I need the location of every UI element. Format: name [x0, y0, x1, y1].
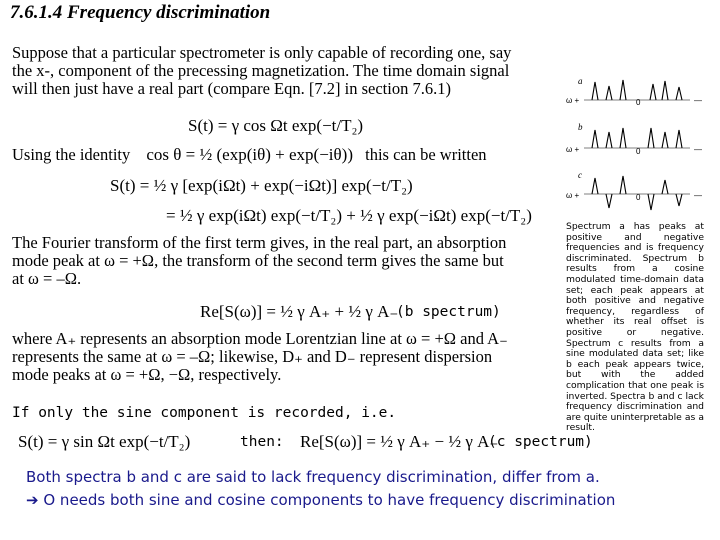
paragraph-line: mode peaks at ω = +Ω, −Ω, respectively.	[12, 365, 282, 384]
axis-left-c: ω +	[566, 191, 580, 200]
equation-sine: S(t) = γ sin Ωt exp(−t/T₂)	[18, 432, 191, 451]
paragraph-line: represents the same at ω = –Ω; likewise, D₊ and D₋ represent dispersion	[12, 347, 493, 366]
paragraph-line: the x-, component of the precessing magnetization. The time domain signal	[12, 61, 510, 80]
paragraph-line: The Fourier transform of the first term gives, in the real part, an absorption	[12, 233, 507, 252]
equation-expand-2: = ½ γ exp(iΩt) exp(−t/T₂) + ½ γ exp(−iΩt) exp(−t/T₂)	[166, 206, 532, 225]
paragraph-lineshapes	[12, 330, 557, 384]
paragraph-line: where A₊ represents an absorption mode Lorentzian line at ω = +Ω and A₋	[12, 329, 508, 348]
axis-right-a: —	[694, 96, 702, 105]
section-title: 7.6.1.4 Frequency discrimination	[10, 2, 271, 23]
spectrum-panel-c	[566, 170, 702, 210]
spectra-figure	[562, 70, 710, 220]
panel-label-c: c	[578, 170, 582, 180]
equation-signal: S(t) = γ cos Ωt exp(−t/T₂)	[188, 116, 364, 135]
paragraph-line: mode peak at ω = +Ω, the transform of the second term gives the same but	[12, 251, 504, 270]
arrow-icon: ➔	[26, 491, 39, 509]
paragraph-intro	[12, 44, 552, 98]
equation-expand-1: S(t) = ½ γ [exp(iΩt) + exp(−iΩt)] exp(−t/T₂)	[110, 176, 413, 195]
spectrum-panel-b	[566, 122, 702, 156]
panel-label-b: b	[578, 122, 583, 132]
equation-sine-fourier: Re[S(ω)] = ½ γ A₊ − ½ γ A₋	[300, 432, 499, 451]
summary-line-1: Both spectra b and c are said to lack frequency discrimination, differ from a.	[26, 468, 600, 486]
summary-text-2: O needs both sine and cosine components to have frequency discrimination	[43, 491, 616, 509]
axis-left-a: ω +	[566, 96, 580, 105]
paragraph-line: will then just have a real part (compare Eqn. [7.2] in section 7.6.1)	[12, 79, 451, 98]
then-label: then:	[240, 434, 284, 450]
axis-mid-c: 0	[636, 193, 641, 202]
identity-suffix: this can be written	[365, 145, 487, 164]
identity-line	[12, 146, 487, 164]
figure-caption: Spectrum a has peaks at positive and negative frequencies and is frequency discriminated. Spectrum b results from a cosine modulated time-domain data set; each peak appears at both positive and negative frequency, regardless of whether its real offset is positive or negative. Spectrum c results from a sine modulated data set; like b each peak appears twice, but with the added complication that one peak is inverted. Spectra b and c lack frequency discrimination and are quite uninterpretable as a result.	[566, 221, 704, 434]
axis-mid-b: 0	[636, 147, 641, 156]
axis-mid-a: 0	[636, 98, 641, 107]
b-spectrum-note: (b spectrum)	[396, 304, 501, 320]
paragraph-line: at ω = –Ω.	[12, 269, 82, 288]
identity-equation: cos θ = ½ (exp(iθ) + exp(−iθ))	[146, 145, 353, 164]
paragraph-fourier	[12, 234, 557, 288]
equation-fourier: Re[S(ω)] = ½ γ A₊ + ½ γ A₋	[200, 302, 399, 321]
c-spectrum-note: (c spectrum)	[488, 434, 593, 450]
panel-label-a: a	[578, 76, 583, 86]
axis-left-b: ω +	[566, 145, 580, 154]
spectrum-panel-a	[566, 76, 702, 107]
paragraph-line: Suppose that a particular spectrometer is only capable of recording one, say	[12, 43, 512, 62]
axis-right-c: —	[694, 191, 702, 200]
summary-line-2	[26, 491, 615, 509]
identity-prefix: Using the identity	[12, 145, 131, 164]
sine-intro: If only the sine component is recorded, i.e.	[12, 405, 397, 421]
axis-right-b: —	[694, 145, 702, 154]
